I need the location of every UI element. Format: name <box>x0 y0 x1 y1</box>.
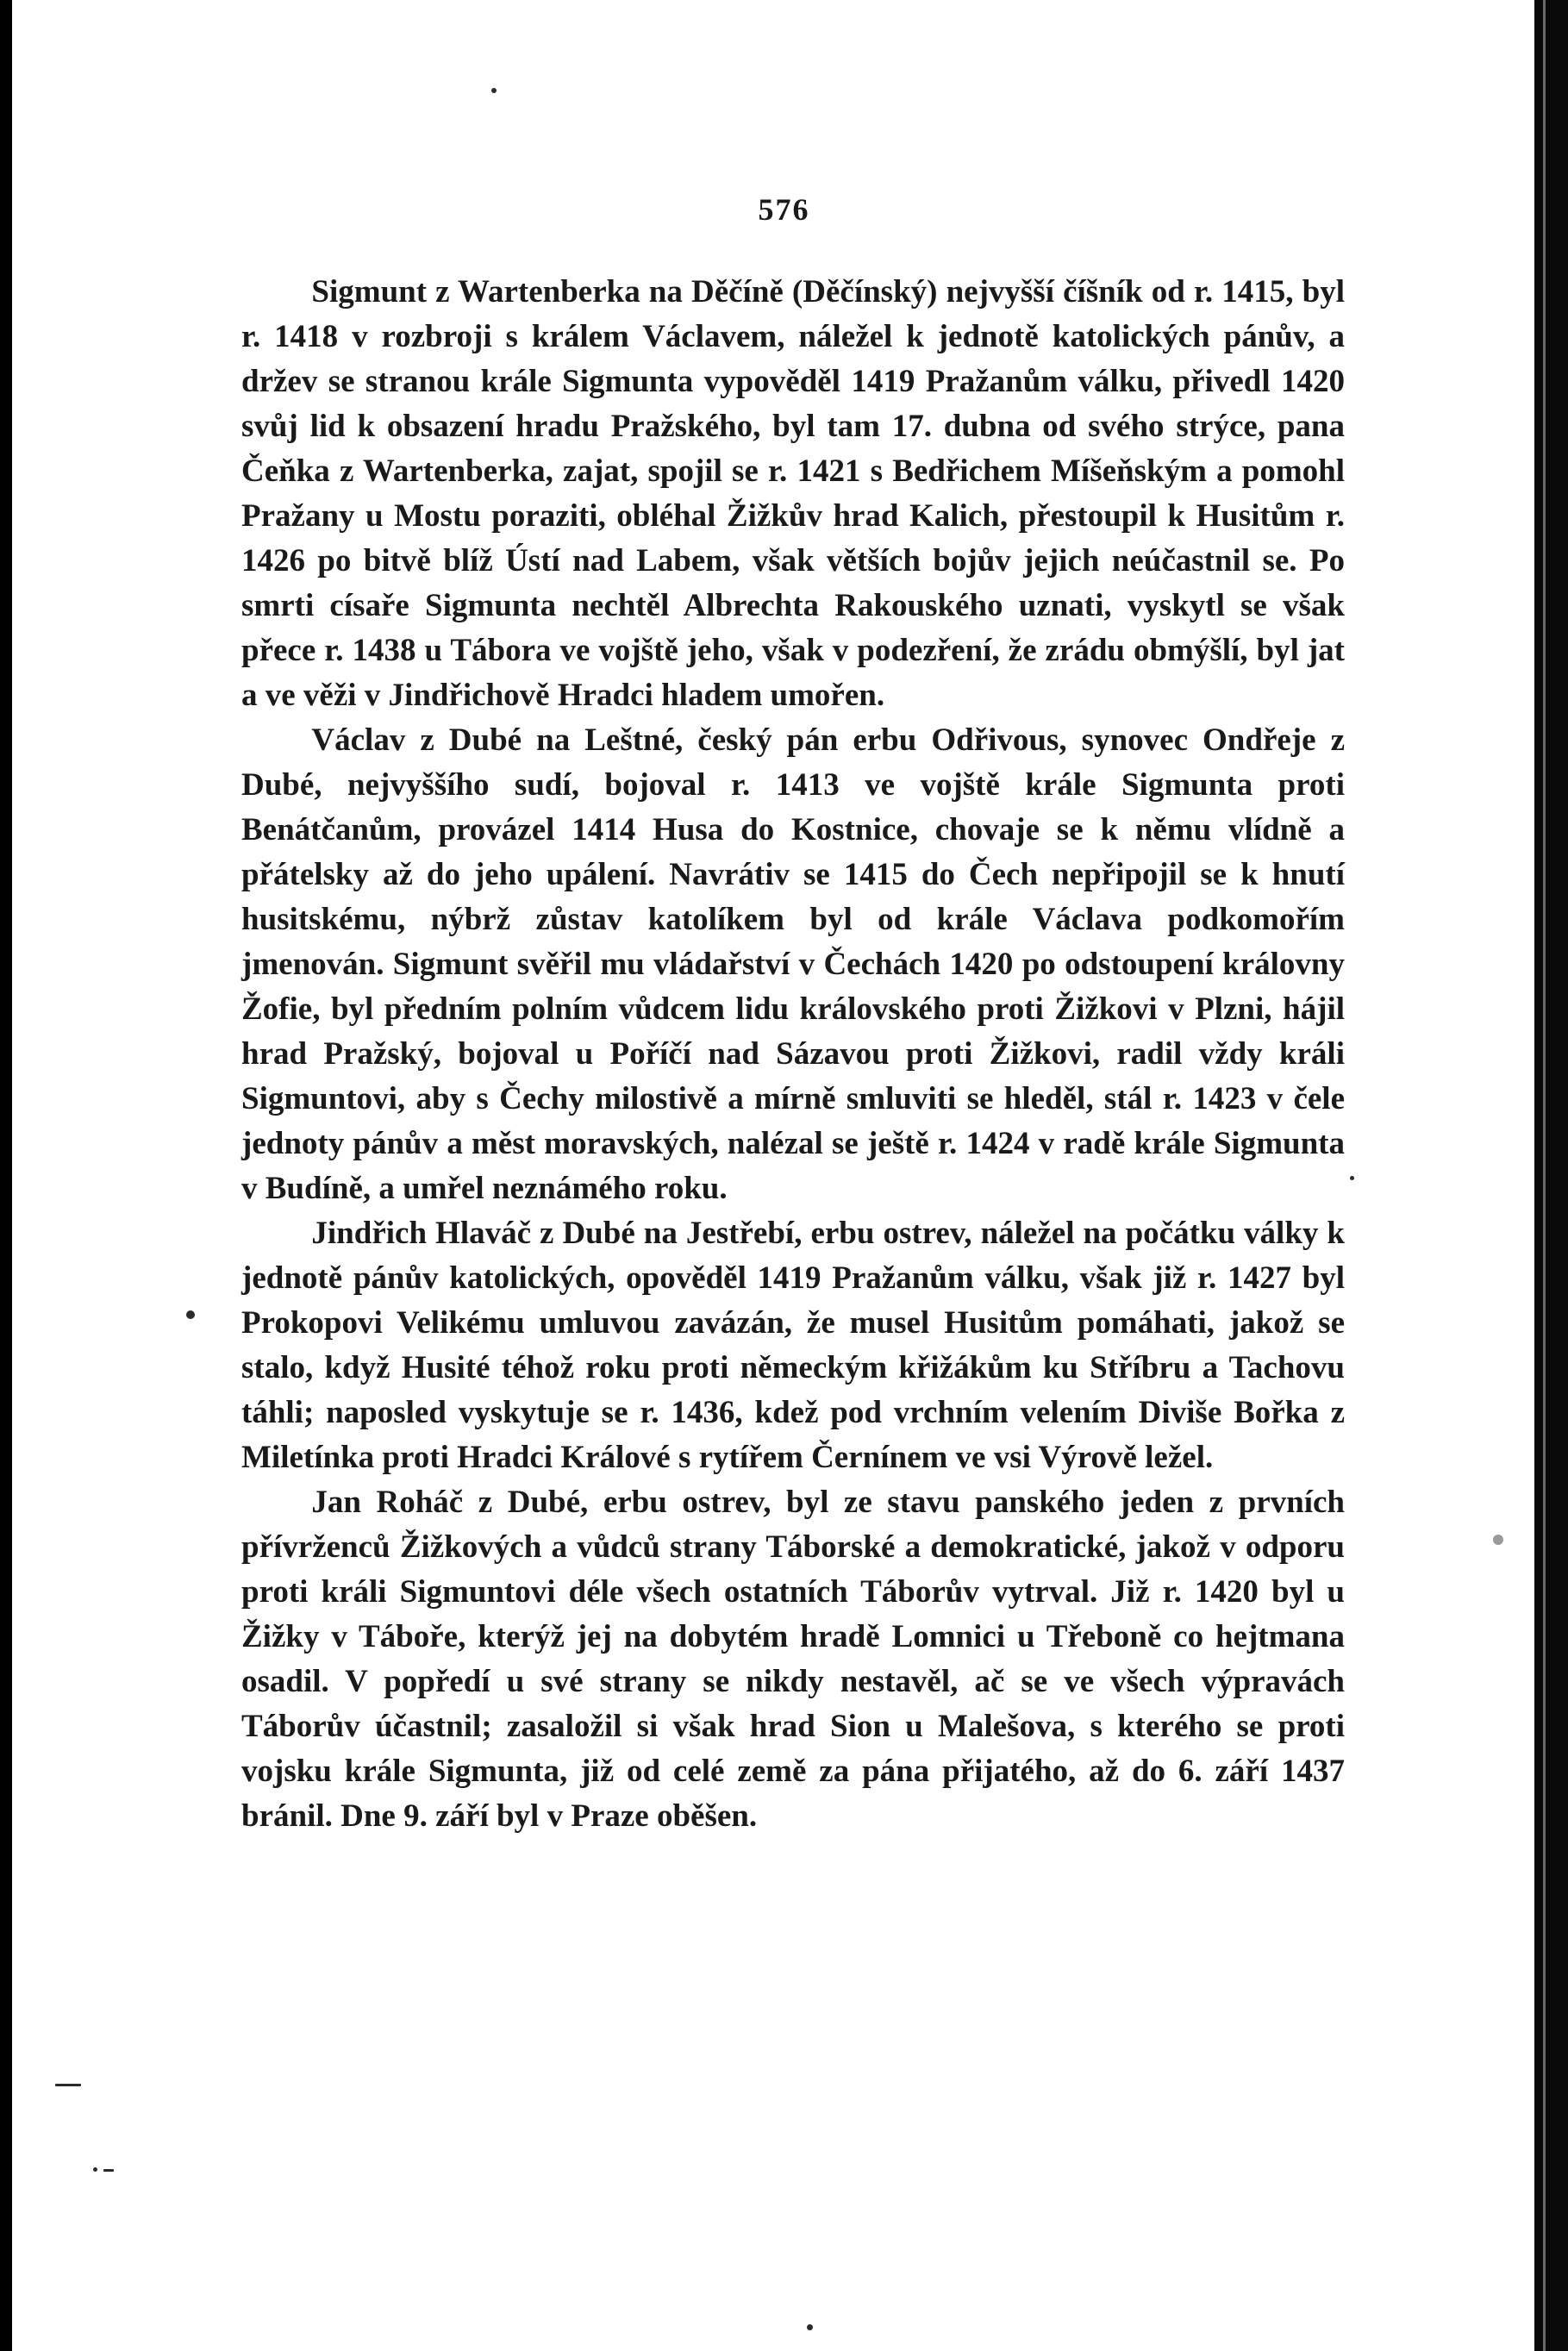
paragraph-sigmunt: Sigmunt z Wartenberka na Děčíně (Děčínský) nejvyšší číšník od r. 1415, byl r. 1418 v rozbroji s králem Václavem, náležel k jednotě katolických pánův, a držev se stranou krále Sigmunta vypověděl 1419 Pražanům válku, přivedl 1420 svůj lid k obsazení hradu Pražského, byl tam 17. dubna od svého strýce, pana Čeňka z Wartenberka, zajat, spojil se r. 1421 s Bedřichem Míšeňským a pomohl Pražany u Mostu poraziti, obléhal Žižkův hrad Kalich, přestoupil k Husitům r. 1426 po bitvě blíž Ústí nad Labem, však větších bojův jejich neúčastnil se. Po smrti císaře Sigmunta nechtěl Albrechta Rakouského uznati, vyskytl se však přece r. 1438 u Tábora ve vojště jeho, však v podezření, že zrádu obmýšlí, byl jat a ve věži v Jindřichově Hradci hladem umořen. <box>241 274 1345 713</box>
scan-speck <box>103 2169 114 2172</box>
scan-speck <box>186 1310 195 1319</box>
scan-speck <box>491 88 497 93</box>
scan-speck <box>807 2324 813 2330</box>
paragraph-jindrich: Jindřich Hlaváč z Dubé na Jestřebí, erbu ostrev, náležel na počátku války k jednotě pánův katolických, opověděl 1419 Pražanům válku, však již r. 1427 byl Prokopovi Velikému umluvou zavázán, že musel Husitům pomáhati, jakož se stalo, když Husité téhož roku proti německým křižákům ku Stříbru a Tachovu táhli; naposled vyskytuje se r. 1436, kdež pod vrchním velením Diviše Bořka z Miletínka proti Hradci Králové s rytířem Černínem ve vsi Výrově ležel. <box>241 1216 1345 1475</box>
scan-speck <box>1350 1176 1354 1180</box>
scan-speck <box>1493 1535 1503 1545</box>
scan-speck <box>93 2167 97 2172</box>
scan-edge-line <box>1543 0 1546 2351</box>
paragraph-vaclav: Václav z Dubé na Leštné, český pán erbu Odřivous, synovec Ondřeje z Dubé, nejvyššího sudí, bojoval r. 1413 ve vojště krále Sigmunta proti Benátčanům, provázel 1414 Husa do Kostnice, chovaje se k němu vlídně a přátelsky až do jeho upálení. Navrátiv se 1415 do Čech nepřipojil se k hnutí husitskému, nýbrž zůstav katolíkem byl od krále Václava podkomořím jmenován. Sigmunt svěřil mu vládařství v Čechách 1420 po odstoupení královny Žofie, byl předním polním vůdcem lidu královského proti Žižkovi v Plzni, hájil hrad Pražský, bojoval u Poříčí nad Sázavou proti Žižkovi, radil vždy králi Sigmuntovi, aby s Čechy milostivě a mírně smluviti se hleděl, stál r. 1423 v čele jednoty pánův a měst moravských, nalézal se ještě r. 1424 v radě krále Sigmunta v Budíně, a umřel neznámého roku. <box>241 722 1345 1206</box>
page-number: 576 <box>758 192 810 227</box>
paragraph-jan: Jan Roháč z Dubé, erbu ostrev, byl ze stavu panského jeden z prvních přívrženců Žižkových a vůdců strany Táborské a demokratické, jakož v odporu proti králi Sigmuntovi déle všech ostatních Táborův vytrval. Již r. 1420 byl u Žižky v Táboře, kterýž jej na dobytém hradě Lomnici u Třeboně co hejtmana osadil. V popředí u své strany se nikdy nestavěl, ač se ve všech výpravách Táborův účastnil; zasaložil si však hrad Sion u Malešova, s kterého se proti vojsku krále Sigmunta, již od celé země za pána přijatého, až do 6. září 1437 bránil. Dne 9. září byl v Praze oběšen. <box>241 1485 1345 1834</box>
scan-edge-strip <box>1534 0 1568 2351</box>
text-body <box>241 270 1345 1839</box>
scan-speck <box>55 2084 81 2086</box>
